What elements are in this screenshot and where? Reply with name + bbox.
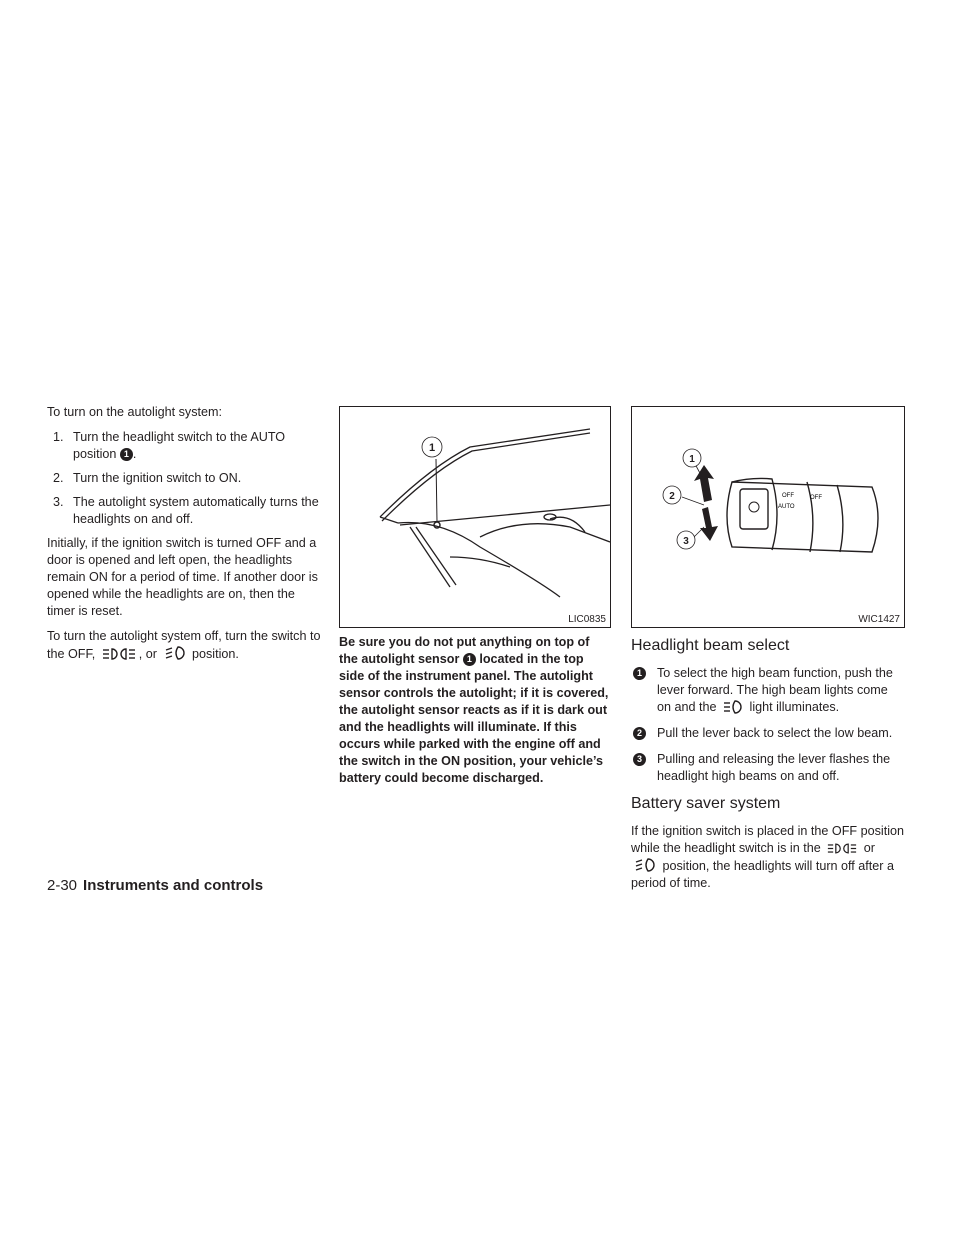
beam-text: To select the high beam function, push the lever forward. The high beam lights come on and the	[657, 666, 893, 714]
figure-windshield-sensor	[339, 406, 611, 628]
step-item	[47, 470, 321, 487]
battery-text-b: or	[863, 841, 875, 855]
beam-text: Pull the lever back to select the low beam.	[657, 726, 893, 740]
callout-badge: 1	[633, 667, 646, 680]
beam-text: Pulling and releasing the lever flashes the headlight high beams on and off.	[657, 752, 891, 783]
step-item: 1. Turn the headlight switch to the AUTO position 1 .	[53, 430, 286, 461]
lever-illustration	[632, 407, 904, 627]
timer-paragraph: Initially, if the ignition switch is turned OFF and a door is opened and left open, the headlights remain ON for a period of time. If another door is opened while the headlights are on, then the timer is reset.	[47, 536, 318, 618]
switch-label-off-2: OFF	[810, 495, 822, 501]
battery-text-a: If the ignition switch is placed in the OFF position while the headlight switch is in the	[631, 824, 904, 855]
parking-light-icon	[102, 647, 136, 661]
headlight-icon	[634, 857, 656, 873]
switch-label-off: OFF	[782, 493, 794, 499]
figure-code: WIC1427	[858, 614, 900, 625]
caution-text-b: located in the top side of the instrument panel. The autolight sensor controls the autolight; if it is covered, the autolight sensor reacts as if it is dark out and the headlights will illuminate. If this occurs while parked with the engine off and the switch in the ON position, your vehicle’s battery could become discharged.	[339, 652, 609, 785]
off-text-a: To turn the autolight system off, turn the switch to the OFF,	[47, 629, 321, 661]
figure-callout: 1	[428, 442, 436, 454]
caution-text-a: Be sure you do not put anything on top of the autolight sensor	[339, 635, 590, 666]
section-heading-battery: Battery saver system	[631, 795, 781, 812]
battery-text-c: position, the headlights will turn off after a period of time.	[631, 859, 894, 890]
parking-light-icon	[827, 842, 857, 855]
figure-callout: 1	[689, 454, 695, 465]
beam-item	[631, 725, 905, 742]
battery-paragraph	[631, 823, 905, 892]
page-number: 2-30	[47, 877, 78, 894]
figure-headlight-lever	[631, 406, 905, 628]
high-beam-icon	[723, 700, 743, 714]
callout-badge: 2	[633, 727, 646, 740]
callout-badge: 3	[633, 753, 646, 766]
step-number: 1.	[53, 430, 64, 444]
beam-item	[631, 751, 905, 785]
steps-list	[47, 429, 321, 528]
section-title: Instruments and controls	[83, 877, 264, 894]
off-paragraph	[47, 628, 321, 663]
column-left	[47, 404, 321, 671]
step-text: Turn the headlight switch to the AUTO position	[73, 430, 286, 461]
off-text-b: , or	[138, 647, 157, 661]
step-number: 2.	[53, 471, 64, 485]
intro-text: To turn on the autolight system:	[47, 405, 223, 419]
figure-callout: 2	[669, 491, 675, 502]
switch-label-auto: AUTO	[778, 504, 795, 510]
callout-badge: 1	[463, 653, 476, 666]
headlight-icon	[164, 645, 186, 661]
figure-code: LIC0835	[568, 614, 606, 625]
figure-callout: 3	[683, 536, 689, 547]
section-heading-beam: Headlight beam select	[631, 637, 790, 654]
beam-item	[631, 665, 905, 716]
windshield-illustration	[340, 407, 610, 627]
beam-text-b: light illuminates.	[749, 700, 840, 714]
column-middle	[339, 406, 611, 787]
callout-badge: 1	[120, 448, 133, 461]
step-text: The autolight system automatically turns the headlights on and off.	[73, 495, 319, 526]
step-number: 3.	[53, 495, 64, 509]
page-footer	[47, 877, 263, 894]
beam-list	[631, 665, 905, 785]
caution-paragraph	[339, 634, 611, 787]
off-text-c: position.	[192, 647, 239, 661]
step-item	[47, 494, 321, 528]
step-text: Turn the ignition switch to ON.	[73, 471, 242, 485]
column-right	[631, 406, 905, 900]
